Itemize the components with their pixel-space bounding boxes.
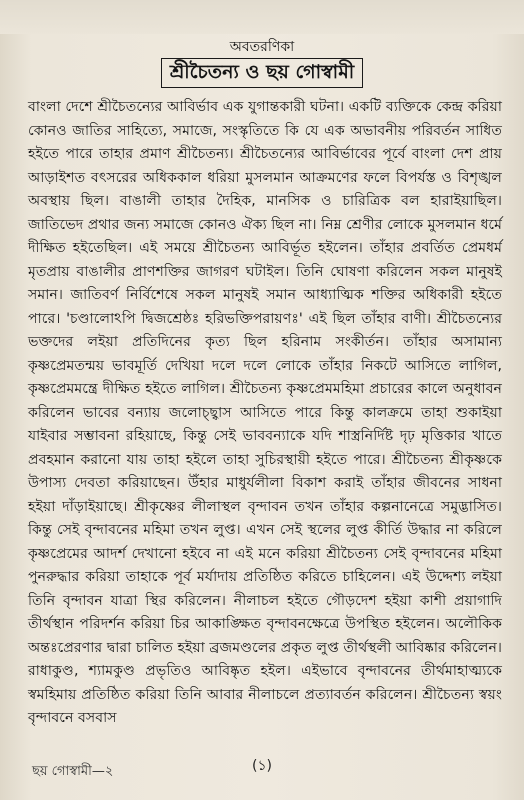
chapter-title: শ্রীচৈতন্য ও ছয় গোস্বামী (161, 58, 363, 88)
body-paragraph: বাংলা দেশে শ্রীচৈতন্যের আবির্ভাব এক যুগান্তকারী ঘটনা। একটি ব্যক্তিকে কেন্দ্র করিয়া কোনও জাতির সাহিত্যে, সমাজে, সংস্কৃতিতে কি যে এক অভাবনীয় পরিবর্তন সাধিত হইতে পারে তাহার প্রমাণ শ্রীচৈতন্য। শ্রীচৈতন্যের আবির্ভাবের পূর্বে বাংলা দেশ প্রায় আড়াইশত বৎসরের অধিককাল ধরিয়া মুসলমান আক্রমণের ফলে বিপর্যস্ত ও বিশৃঙ্খল অবস্থায় ছিল। বাঙালী তাহার দৈহিক, মানসিক ও চারিত্রিক বল হারাইয়াছিল। জাতিভেদ প্রথার জন্য সমাজে কোনও ঐক্য ছিল না। নিম্ন শ্রেণীর লোকে মুসলমান ধর্মে দীক্ষিত হইতেছিল। এই সময়ে শ্রীচৈতন্য আবির্ভূত হইলেন। তাঁহার প্রবর্তিত প্রেমধর্ম মৃতপ্রায় বাঙালীর প্রাণশক্তির জাগরণ ঘটাইল। তিনি ঘোষণা করিলেন সকল মানুষই সমান। জাতিবর্ণ নির্বিশেষে সকল মানুষই সমান আধ্যাত্মিক শক্তির অধিকারী হইতে পারে। 'চণ্ডালোঽপি দ্বিজশ্রেষ্ঠঃ হরিভক্তিপরায়ণঃ' এই ছিল তাঁহার বাণী। শ্রীচৈতন্যের ভক্তদের লইয়া প্রতিদিনের কৃত্য ছিল হরিনাম সংকীর্তন। তাঁহার অসামান্য কৃষ্ণপ্রেমতন্ময় ভাবমূর্তি দেখিয়া দলে দলে লোকে তাঁহার নিকটে আসিতে লাগিল, কৃষ্ণপ্রেমমন্ত্রে দীক্ষিত হইতে লাগিল। শ্রীচৈতন্য কৃষ্ণপ্রেমমহিমা প্রচারের কালে অনুধাবন করিলেন ভাবের বন্যায় জলোচ্ছ্বাস আসিতে পারে কিন্তু কালক্রমে তাহা শুকাইয়া যাইবার সম্ভাবনা রহিয়াছে, কিন্তু সেই ভাববন্যাকে যদি শাস্ত্রনির্দিষ্ট দৃঢ় মৃত্তিকার খাতে প্রবহমান করানো যায় তাহা হইলে তাহা সুচিরস্থায়ী হইতে পারে। শ্রীচৈতন্য শ্রীকৃষ্ণকে উপাস্য দেবতা করিয়াছেন। উঁহার মাধুর্যলীলা বিকাশ করাই তাঁহার জীবনের সাধনা হইয়া দাঁড়াইয়াছে। শ্রীকৃষ্ণের লীলাস্থল বৃন্দাবন তখন তাঁহার কল্পনানেত্রে সমুদ্ভাসিত। কিন্তু সেই বৃন্দাবনের মহিমা তখন লুপ্ত। এখন সেই স্থলের লুপ্ত কীর্তি উদ্ধার না করিলে কৃষ্ণপ্রেমের আদর্শ দেখানো হইবে না এই মনে করিয়া শ্রীচৈতন্য সেই বৃন্দাবনের মহিমা পুনরুদ্ধার করিয়া তাহাকে পূর্ব মর্যাদায় প্রতিষ্ঠিত করিতে চাহিলেন। এই উদ্দেশ্য লইয়া তিনি বৃন্দাবন যাত্রা স্থির করিলেন। নীলাচল হইতে গৌড়দেশ হইয়া কাশী প্রয়াগাদি তীর্থস্থান পরিদর্শন করিয়া চির আকাঙ্ক্ষিত বৃন্দাবনক্ষেত্রে উপস্থিত হইলেন। অলৌকিক অন্তঃপ্রেরণার দ্বারা চালিত হইয়া ব্রজমণ্ডলের প্রকৃত লুপ্ত তীর্থস্থলী আবিষ্কার করিলেন। রাধাকুণ্ড, শ্যামকুণ্ড প্রভৃতিও আবিষ্কৃত হইল। এইভাবে বৃন্দাবনের তীর্থমাহাত্ম্যকে স্বমহিমায় প্রতিষ্ঠিত করিয়া তিনি আবার নীলাচলে প্রত্যাবর্তন করিলেন। শ্রীচৈতন্য স্বয়ং বৃন্দাবনে বসবাস (28, 99, 502, 726)
page-number: (১) (251, 758, 272, 774)
section-label: অবতরণিকা (229, 39, 295, 55)
running-title: ছয় গোস্বামী—২ (32, 764, 114, 779)
page-top-margin (0, 0, 524, 34)
